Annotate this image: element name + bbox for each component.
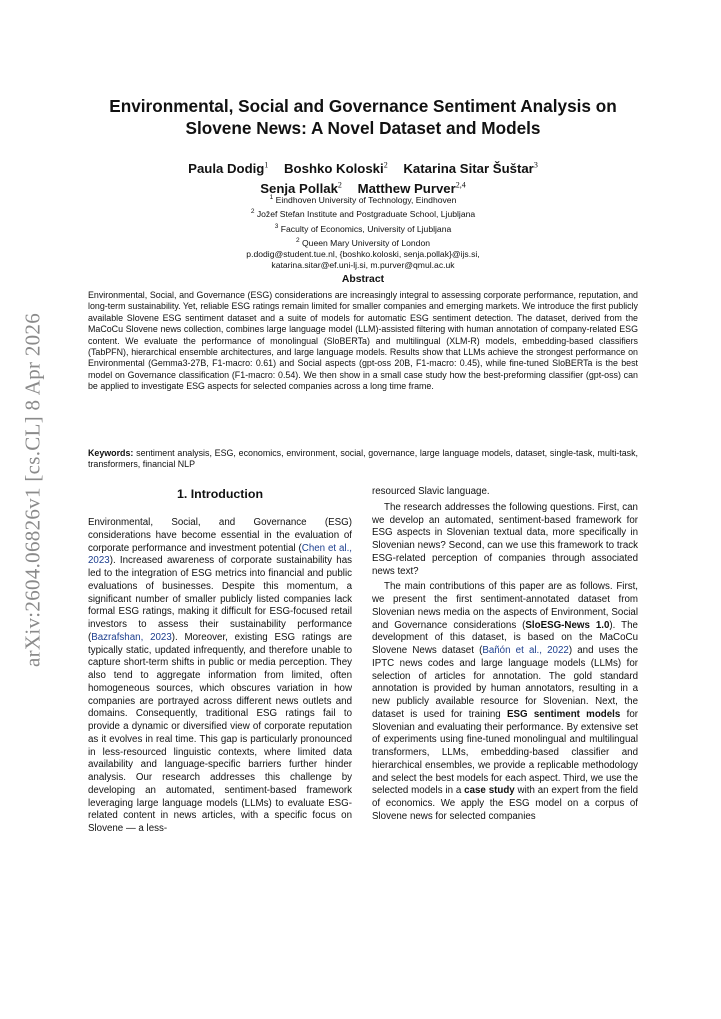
affiliations (88, 192, 638, 272)
right-column (372, 486, 638, 824)
paper-title (88, 95, 638, 139)
citation-link[interactable]: Chen et al., 2023 (88, 542, 352, 567)
paragraph: The main contributions of this paper are as follows. First, we present the first sentiment-annotated dataset from Slovenian news media on the aspects of Environment, Social and Governance considerations (SloESG-News 1.0). The development of this dataset, is based on the MaCoCu Slovene News dataset (Bañón et al., 2022) and uses the IPTC news codes and large language models (LLMs) for selection of articles for annotation. The gold standard annotation is provided by human annotators, resulting in a new publicly available resource for Slovenian. Next, the dataset is used for training ESG sentiment models for Slovenian and evaluating their performance. By extensive set of experiments using fine-tuned monolingual and multilingual transformers, LLMs, embedding-based classifier and hierarchical ensembles, we provide a replicable methodology and select the best models for each aspect. Third, we use the selected models in a case study with an expert from the field of economics. We apply the ESG model on a corpus of Slovene news for selected companies (372, 581, 639, 822)
author: Boshko Koloski$^2$ (284, 161, 388, 177)
arxiv-sidebar (18, 300, 48, 680)
keywords (88, 448, 638, 471)
affiliation: $^3$ Faculty of Economics, University of Ljubljana (274, 222, 452, 234)
emphasis: case study (464, 785, 515, 797)
dataset-name: SloESG-News 1.0 (525, 619, 610, 631)
arxiv-identifier: arXiv:2604.06826v1 [cs.CL] 8 Apr 2026 (20, 312, 45, 668)
emphasis: ESG sentiment models (506, 708, 621, 720)
affiliation: $^2$ Jožef Stefan Institute and Postgraduate School, Ljubljana (250, 208, 476, 220)
affiliation: $^1$ Eindhoven University of Technology, Eindhoven (269, 194, 457, 205)
abstract-body: Environmental, Social, and Governance (ESG) considerations are increasingly integral to assessing corporate performance, reputation, and long-term sustainability. Yet, reliable ESG ratings remain limited for smaller companies and emerging markets. We introduce the first publicly available Slovene ESG sentiment dataset and a suite of models for automatic ESG sentiment detection. The dataset, derived from the MaCoCu Slovene news collection, combines large language model (LLM)-assisted filtering with human annotation of company-related ESG content. We evaluate the performance of monolingual (SloBERTa) and multilingual (XLM-R) models, embedding-based classifiers (TabPFN), hierarchical ensemble architectures, and large language models. Results show that LLMs achieve the strongest performance on Environmental (Gemma3-27B, F1-macro: 0.61) and Social aspects (gpt-oss 20B, F1-macro: 0.45), while fine-tuned SloBERTa is the best model on Governance classification (F1-macro: 0.54). We then show in a small case study how the best-preforming classifier (gpt-oss) can be applied to investigate ESG aspects for selected companies across a long time frame. (88, 290, 638, 392)
keywords-label: Keywords: (88, 448, 134, 458)
paragraph: The research addresses the following questions. First, can we develop an automated, sentiment-based framework for ESG aspects in Slovenian textual data, more specifically in Slovenian news? Second, can we use this framework to track ESG-related perception of companies through associated news text? (372, 501, 638, 577)
left-column (88, 517, 352, 836)
title-line-1: Environmental, Social and Governance Sentiment Analysis on (109, 96, 617, 116)
author: Katarina Sitar Šuštar$^3$ (403, 161, 538, 177)
author: Matthew Purver$^{2,4}$ (357, 180, 466, 196)
paragraph: Environmental, Social, and Governance (ESG) considerations have become essential in the evaluation of corporate performance and investment potential (Chen et al., 2023). Increased awareness of corporate sustainability has led to the integration of ESG metrics into financial and public evaluations of businesses. Despite this momentum, a significant number of smaller publicly listed companies lack formal ESG ratings, making it difficult for ESG-focused retail investors to assess their sustainability performance (Bazrafshan, 2023). Moreover, existing ESG ratings are typically static, updated infrequently, and therefore unable to capture short-term shifts in public or media perception. They also tend to aggregate information from limited, often homogeneous sources, which obscures variation in how companies are portrayed across different news outlets and domains. Consequently, traditional ESG ratings fail to provide a dynamic or diversified view of corporate reputation as it evolves in real time. This gap is particularly pronounced in less-resourced linguistic contexts, where limited data availability and language-specific barriers further hinder analysis. Our research addresses this challenge by developing an automated, sentiment-based framework leveraging large language models (LLMs) to evaluate ESG-related content in news articles, with a specific focus on Slovene — a less- (88, 517, 352, 834)
citation-link[interactable]: Bazrafshan, 2023 (91, 631, 172, 643)
keywords-text: sentiment analysis, ESG, economics, environment, social, governance, large language models, dataset, single-task, multi-task, transformers, financial NLP (88, 448, 638, 470)
author: Senja Pollak$^2$ (260, 180, 342, 196)
abstract-heading: Abstract (341, 274, 385, 285)
paragraph: resourced Slavic language. (372, 486, 490, 497)
email-line: p.dodig@student.tue.nl, {boshko.koloski, senja.pollak}@ijs.si, (246, 249, 480, 260)
citation-link[interactable]: Bañón et al., 2022 (482, 645, 569, 656)
author-list (88, 158, 638, 197)
section-heading-introduction: 1. Introduction (176, 487, 264, 501)
email-line: katarina.sitar@ef.uni-lj.si, m.purver@qmul.ac.uk (271, 260, 455, 271)
author: Paula Dodig$^1$ (188, 161, 269, 177)
affiliation: $^2$ Queen Mary University of London (295, 236, 431, 248)
title-line-2: Slovene News: A Novel Dataset and Models (185, 118, 541, 138)
